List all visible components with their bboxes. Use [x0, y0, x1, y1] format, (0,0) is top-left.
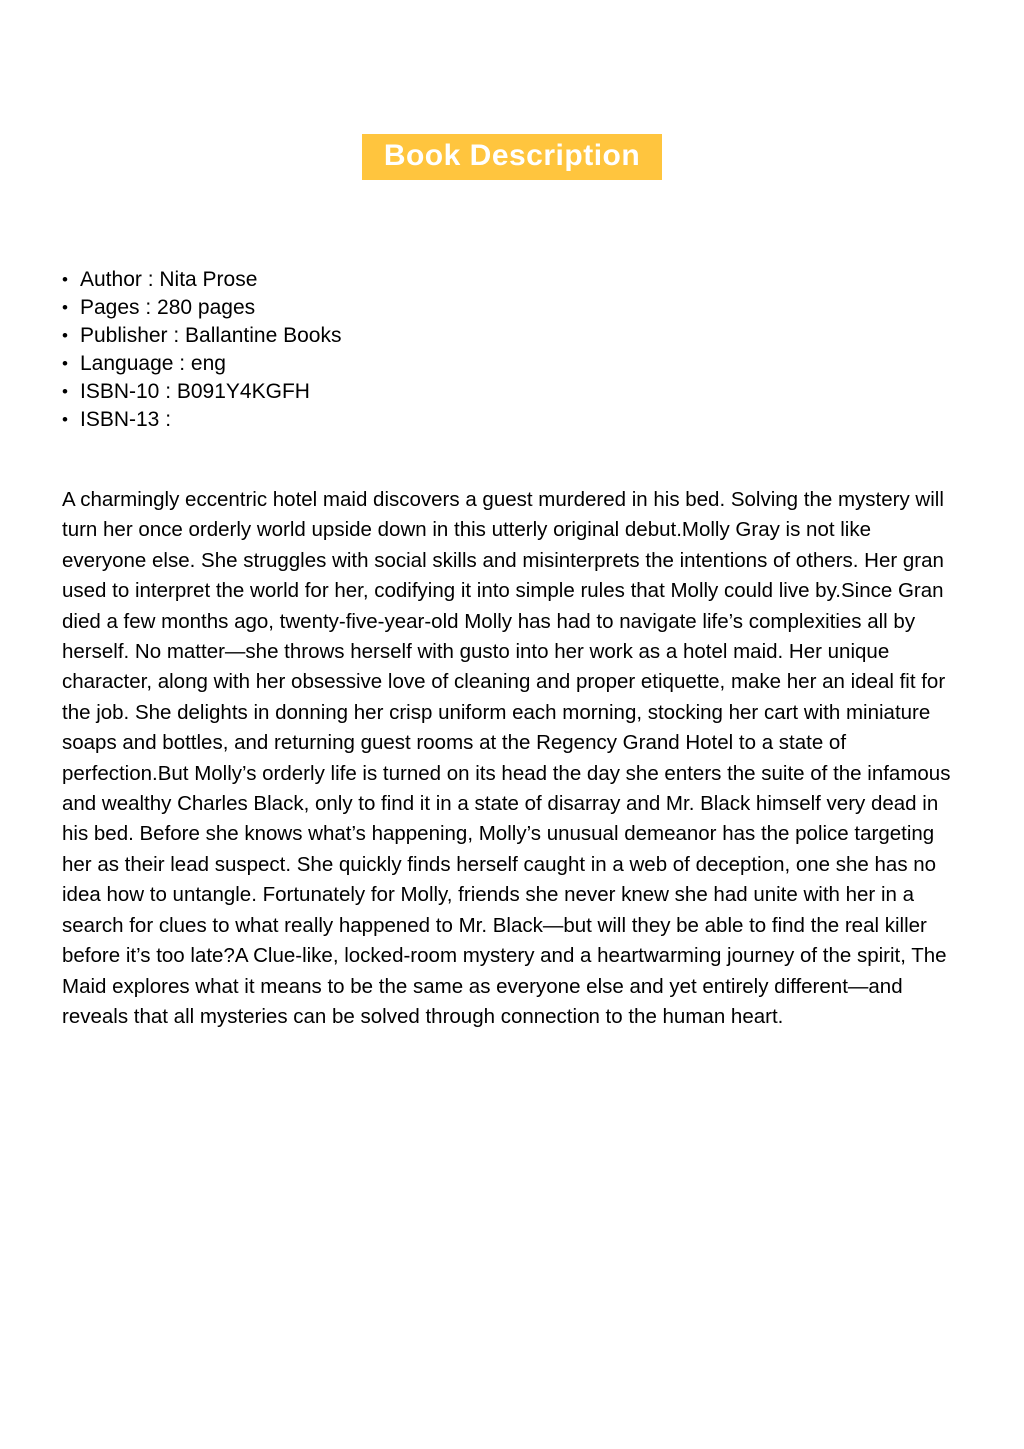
list-item: • ISBN-13 :	[62, 406, 942, 434]
list-item: • ISBN-10 : B091Y4KGFH	[62, 378, 942, 406]
list-item: • Pages : 280 pages	[62, 294, 942, 322]
list-item: • Publisher : Ballantine Books	[62, 322, 942, 350]
list-item: • Author : Nita Prose	[62, 266, 942, 294]
page-title	[0, 134, 1024, 180]
book-metadata-list	[62, 266, 942, 434]
list-item: • Language : eng	[62, 350, 942, 378]
page-title-text: Book Description	[362, 134, 662, 180]
book-description-paragraph: A charmingly eccentric hotel maid discovers a guest murdered in his bed. Solving the mystery will turn her once orderly world upside down in this utterly original debut.Molly Gray is not like everyone else. She struggles with social skills and misinterprets the intentions of others. Her gran used to interpret the world for her, codifying it into simple rules that Molly could live by.Since Gran died a few months ago, twenty-five-year-old Molly has had to navigate life’s complexities all by herself. No matter—she throws herself with gusto into her work as a hotel maid. Her unique character, along with her obsessive love of cleaning and proper etiquette, make her an ideal fit for the job. She delights in donning her crisp uniform each morning, stocking her cart with miniature soaps and bottles, and returning guest rooms at the Regency Grand Hotel to a state of perfection.But Molly’s orderly life is turned on its head the day she enters the suite of the infamous and wealthy Charles Black, only to find it in a state of disarray and Mr. Black himself very dead in his bed. Before she knows what’s happening, Molly’s unusual demeanor has the police targeting her as their lead suspect. She quickly finds herself caught in a web of deception, one she has no idea how to untangle. Fortunately for Molly, friends she never knew she had unite with her in a search for clues to what really happened to Mr. Black—but will they be able to find the real killer before it’s too late?A Clue-like, locked-room mystery and a heartwarming journey of the spirit, The Maid explores what it means to be the same as everyone else and yet entirely different—and reveals that all mysteries can be solved through connection to the human heart.	[62, 488, 951, 1028]
